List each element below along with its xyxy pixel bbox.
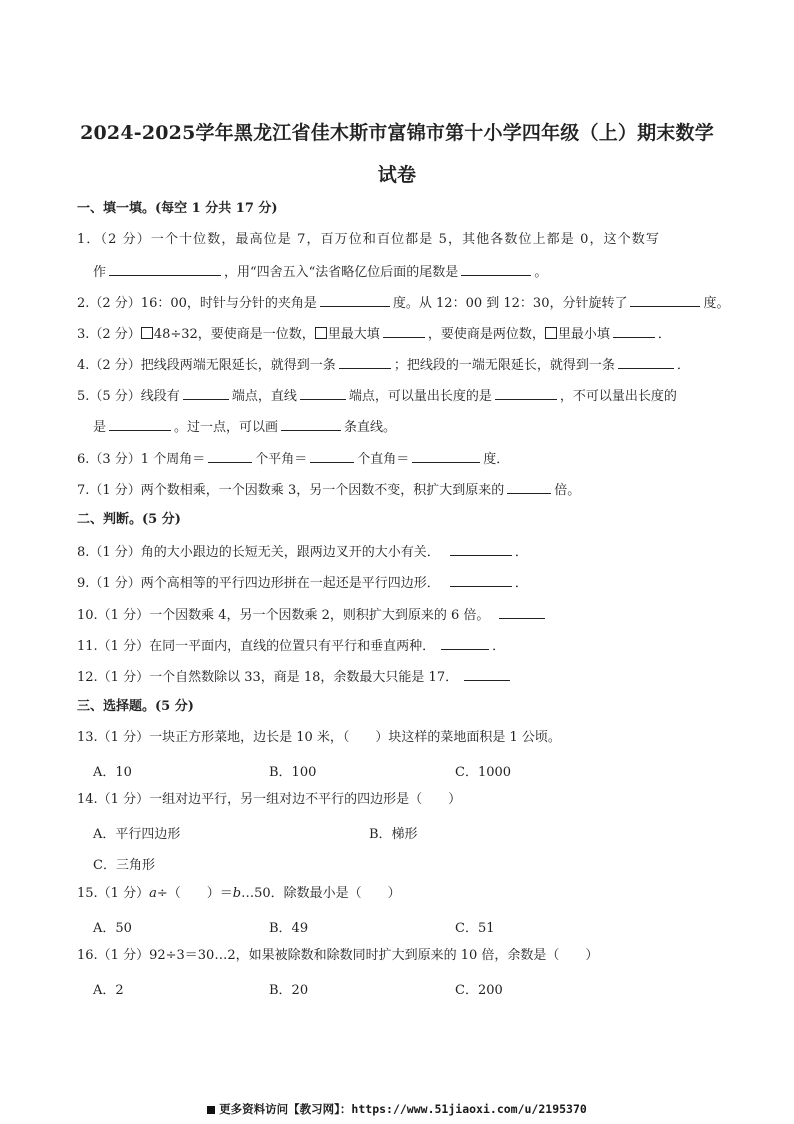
q7-text-b: 倍。 [554, 483, 581, 498]
question-5-line1 [77, 387, 734, 405]
answer-blank[interactable] [618, 356, 674, 369]
footer-text[interactable]: 更多资料访问【教习网】：https://www.51jiaoxi.com/u/2195370 [219, 1102, 587, 1116]
section-heading-fill: 一、填一填。(每空 1 分共 17 分) [77, 201, 278, 216]
answer-blank[interactable] [208, 450, 252, 463]
answer-blank[interactable] [630, 294, 700, 307]
q15-option-b[interactable]: B．49 [269, 921, 309, 936]
q14-option-c[interactable]: C．三角形 [93, 858, 155, 873]
section-heading-choice: 三、选择题。(5 分) [77, 699, 194, 714]
square-box-icon [141, 327, 153, 339]
question-15 [77, 886, 734, 902]
q7-text-a: 7.（1 分）两个数相乘，一个因数乘 3，另一个因数不变，积扩大到原来的 [77, 483, 505, 498]
question-13: 13.（1 分）一块正方形菜地，边长是 10 米，（ ）块这样的菜地面积是 1 公顷。 [77, 730, 561, 745]
question-3 [77, 325, 734, 343]
q15-var-a: a [149, 886, 157, 901]
q4-text-b: ；把线段的一端无限延长，就得到一条 [393, 358, 615, 373]
q3-text-f: ． [657, 327, 671, 342]
q16-option-c[interactable]: C．200 [455, 983, 503, 998]
q3-text-a: 3.（2 分） [77, 327, 141, 342]
paper-title-line2: 试卷 [377, 164, 417, 186]
q1-text-c: 。 [534, 265, 548, 280]
answer-blank[interactable] [383, 325, 425, 338]
q15-option-a[interactable]: A．50 [93, 921, 132, 936]
q4-text-c: ． [676, 358, 690, 373]
question-12 [77, 668, 734, 686]
question-2 [77, 294, 734, 312]
q15-text-c: …50．除数最小是（ ） [241, 886, 401, 901]
q3-text-c: 里最大填 [327, 327, 380, 342]
answer-blank[interactable] [507, 481, 551, 494]
question-5-line2 [93, 418, 734, 436]
question-6 [77, 450, 734, 468]
q3-text-b: 48÷32，要使商是一位数， [153, 327, 315, 342]
q6-text-c: 个直角＝ [357, 452, 410, 467]
answer-blank[interactable] [183, 387, 229, 400]
question-1-line1: 1．（2 分）一个十位数，最高位是 7，百万位和百位都是 5，其他各数位上都是 0，这个数写 [77, 232, 660, 247]
question-16: 16.（1 分）92÷3＝30…2，如果被除数和除数同时扩大到原来的 10 倍，余数是（ ） [77, 948, 599, 963]
q11-text: 11.（1 分）在同一平面内，直线的位置只有平行和垂直两种． [77, 639, 436, 654]
q15-option-c[interactable]: C．51 [455, 921, 495, 936]
q2-text-c: 度。 [703, 296, 730, 311]
question-14: 14.（1 分）一组对边平行，另一组对边不平行的四边形是（ ） [77, 792, 462, 807]
q15-text-a: 15.（1 分） [77, 886, 150, 901]
answer-blank[interactable] [339, 356, 391, 369]
question-10 [77, 606, 734, 624]
answer-blank[interactable] [412, 450, 480, 463]
q14-option-a[interactable]: A．平行四边形 [93, 827, 181, 842]
q6-text-a: 6.（3 分）1 个周角＝ [77, 452, 206, 467]
q3-text-e: 里最小填 [557, 327, 610, 342]
q5-text-f: 。过一点，可以画 [174, 420, 279, 435]
q4-text-a: 4.（2 分）把线段两端无限延长，就得到一条 [77, 358, 336, 373]
answer-blank[interactable] [109, 263, 221, 276]
answer-blank[interactable] [310, 450, 354, 463]
q5-text-g: 条直线。 [344, 420, 397, 435]
q15-var-b: b [232, 886, 242, 901]
q1-text-b: ，用“四舍五入“法省略亿位后面的尾数是 [224, 265, 459, 280]
q6-text-d: 度． [483, 452, 510, 467]
q5-text-b: 端点，直线 [231, 389, 297, 404]
q5-text-a: 5.（5 分）线段有 [77, 389, 180, 404]
q14-option-b[interactable]: B．梯形 [369, 827, 418, 842]
q8-text-end: ． [514, 545, 528, 560]
answer-blank[interactable] [499, 606, 545, 619]
answer-blank[interactable] [450, 543, 512, 556]
q6-text-b: 个平角＝ [255, 452, 308, 467]
section-heading-judge: 二、判断。(5 分) [77, 512, 181, 527]
answer-blank[interactable] [464, 668, 510, 681]
answer-blank[interactable] [281, 418, 341, 431]
flag-icon [207, 1106, 215, 1114]
q2-text-b: 度。从 12：00 到 12：30，分针旋转了 [392, 296, 628, 311]
q5-text-e: 是 [93, 420, 107, 435]
q5-text-c: 端点，可以量出长度的是 [348, 389, 492, 404]
q12-text: 12.（1 分）一个自然数除以 33，商是 18，余数最大只能是 17． [77, 670, 459, 685]
answer-blank[interactable] [461, 263, 531, 276]
question-1-line2 [93, 263, 734, 281]
question-4 [77, 356, 734, 374]
q16-option-b[interactable]: B．20 [269, 983, 309, 998]
answer-blank[interactable] [320, 294, 390, 307]
question-8 [77, 543, 734, 561]
question-9 [77, 574, 734, 592]
q13-option-c[interactable]: C．1000 [455, 765, 512, 780]
q8-text: 8.（1 分）角的大小跟边的长短无关，跟两边叉开的大小有关． [77, 545, 440, 560]
answer-blank[interactable] [109, 418, 171, 431]
q9-text: 9.（1 分）两个高相等的平行四边形拼在一起还是平行四边形． [77, 576, 440, 591]
answer-blank[interactable] [450, 574, 512, 587]
q3-text-d: ，要使商是两位数， [427, 327, 545, 342]
q9-text-end: ． [514, 576, 528, 591]
q11-text-end: ． [492, 639, 506, 654]
square-box-icon [315, 327, 327, 339]
q1-text-a: 作 [93, 265, 107, 280]
q15-text-b: ÷（ ）＝ [156, 886, 233, 901]
q16-option-a[interactable]: A．2 [93, 983, 124, 998]
q13-option-a[interactable]: A．10 [93, 765, 132, 780]
answer-blank[interactable] [441, 637, 489, 650]
answer-blank[interactable] [300, 387, 346, 400]
square-box-icon [545, 327, 557, 339]
footer-link[interactable] [0, 1101, 794, 1117]
question-11 [77, 637, 734, 655]
answer-blank[interactable] [613, 325, 655, 338]
question-7 [77, 481, 734, 499]
q13-option-b[interactable]: B．100 [269, 765, 317, 780]
q2-text-a: 2.（2 分）16：00，时针与分针的夹角是 [77, 296, 317, 311]
q5-text-d: ，不可以量出长度的 [559, 389, 677, 404]
q10-text: 10.（1 分）一个因数乘 4，另一个因数乘 2，则积扩大到原来的 6 倍。 [77, 608, 490, 623]
paper-title-line1: 2024-2025学年黑龙江省佳木斯市富锦市第十小学四年级（上）期末数学 [80, 122, 714, 144]
answer-blank[interactable] [495, 387, 557, 400]
